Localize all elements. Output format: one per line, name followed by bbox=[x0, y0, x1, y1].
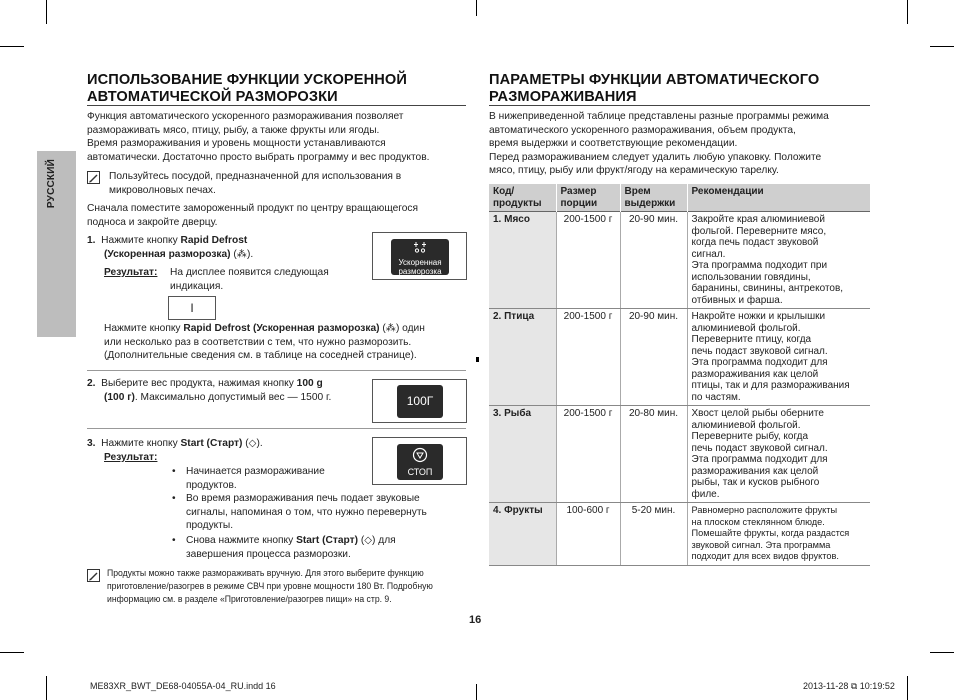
button-name: Start (Старт) bbox=[180, 438, 243, 449]
recommendation-line: отбивных и фарша. bbox=[691, 294, 783, 306]
intro-line: Функция автоматического ускоренного размораживания позволяет bbox=[87, 111, 404, 122]
step3 bbox=[87, 437, 372, 451]
recommendation-line: Хвост целой рыбы оберните bbox=[691, 408, 824, 419]
note-line: информацию см. в разделе «Приготовление/разогрев пищи» на стр. 9. bbox=[107, 594, 392, 604]
note-line: Пользуйтесь посудой, предназначенной для использования в bbox=[109, 171, 402, 182]
intro-line: Время размораживания и уровень мощности устанавливаются bbox=[87, 138, 386, 150]
crop-mark bbox=[0, 652, 24, 653]
repeat-text: (⁂) один bbox=[379, 323, 425, 334]
step-number: 2. bbox=[87, 378, 96, 389]
table-row bbox=[489, 503, 870, 566]
step-text: (◇). bbox=[242, 438, 263, 449]
bullet-line: Снова нажмите кнопку bbox=[186, 535, 297, 546]
bullet-line: продуктов. bbox=[186, 479, 237, 491]
recommendation-line: баранины, свинины, антрекотов, bbox=[691, 283, 844, 294]
start-icon bbox=[412, 447, 428, 463]
bullet-text bbox=[186, 465, 466, 492]
screen-text: 100Г bbox=[406, 394, 434, 408]
intro-line: Перед размораживанием следует удалить любую упаковку. Положите bbox=[489, 151, 822, 163]
recommendation-line: Накройте ножки и крылышки bbox=[691, 311, 826, 322]
step1-repeat bbox=[104, 322, 470, 363]
intro-line: время выдержки и соответствующие рекомендации. bbox=[489, 138, 738, 150]
recommendation-line: птицы, так и для размораживания bbox=[691, 380, 850, 391]
recommendation-line: размораживания как целой bbox=[691, 465, 819, 477]
recommendation-line: Помешайте фрукты, когда раздастся bbox=[691, 528, 850, 538]
screen-text: Ускоренная bbox=[398, 257, 442, 267]
crop-mark bbox=[46, 0, 47, 24]
result-label: Результат: bbox=[104, 452, 158, 463]
recommendation-line: печь подаст звуковой сигнал. bbox=[691, 345, 828, 357]
bullet-line: Во время размораживания печь подает звуковые bbox=[186, 493, 420, 504]
intro-line: мясо, птицу, рыбу или фрукт/ягоду на керамическую тарелку. bbox=[489, 165, 779, 177]
recommendation-line: Переверните птицу, когда bbox=[691, 334, 812, 345]
cell-code: 4. Фрукты bbox=[489, 503, 556, 566]
recommendation-line: сигнал. bbox=[691, 248, 726, 260]
left-section-title bbox=[87, 72, 467, 105]
cell-code: 3. Рыба bbox=[489, 406, 556, 503]
cell-time: 20-90 мин. bbox=[620, 309, 687, 406]
intro-line: автоматически. Достаточно просто выбрать программу и вес продуктов. bbox=[87, 151, 430, 163]
placement-text bbox=[87, 202, 472, 229]
placement-line: Сначала поместите замороженный продукт по центру вращающегося bbox=[87, 203, 419, 214]
recommendation-line: на плоском стеклянном блюде. bbox=[691, 516, 825, 527]
recommendation-line: Эта программа подходит для bbox=[691, 357, 828, 368]
crop-mark bbox=[476, 0, 477, 16]
repeat-line: (Дополнительные сведения см. в таблице на соседней странице). bbox=[104, 350, 417, 362]
recommendation-line: алюминиевой фольгой. bbox=[691, 419, 801, 431]
table-header-row bbox=[489, 184, 870, 212]
note-icon bbox=[87, 569, 100, 582]
placement-line: подноса и закройте дверцу. bbox=[87, 216, 218, 228]
step-text: Нажмите кнопку bbox=[101, 438, 181, 449]
bullet: • bbox=[172, 466, 176, 477]
step-divider bbox=[87, 370, 466, 371]
cell-time: 20-80 мин. bbox=[620, 406, 687, 503]
weight-screen bbox=[397, 385, 443, 418]
language-tab-label: РУССКИЙ bbox=[46, 159, 57, 209]
header-recommendations: Рекомендации bbox=[687, 184, 870, 212]
cell-recommendation bbox=[687, 406, 870, 503]
bullet-line: (◇) для bbox=[357, 535, 396, 546]
footer-date: 2013-11-28 ⧉ 10:19:52 bbox=[803, 681, 895, 691]
note2 bbox=[107, 567, 451, 606]
step-text: (⁂). bbox=[230, 248, 254, 260]
step1 bbox=[87, 234, 367, 261]
step-number: 3. bbox=[87, 438, 96, 449]
step-number: 1. bbox=[87, 235, 96, 246]
footer-file: ME83XR_BWT_DE68-04055A-04_RU.indd 16 bbox=[90, 681, 276, 691]
cell-size: 200-1500 г bbox=[556, 212, 620, 309]
cell-recommendation bbox=[687, 503, 870, 566]
recommendation-line: подходит для всех видов фруктов. bbox=[691, 551, 839, 561]
bullet-line: завершения процесса разморозки. bbox=[186, 548, 351, 560]
result-label: Результат: bbox=[104, 267, 158, 278]
recommendation-line: по частям. bbox=[691, 391, 741, 403]
screen-text: разморозка bbox=[398, 266, 442, 276]
rapid-defrost-screen bbox=[391, 239, 449, 275]
page-number: 16 bbox=[469, 614, 482, 626]
recommendation-line: Закройте края алюминиевой bbox=[691, 214, 825, 225]
table-row bbox=[489, 406, 870, 503]
button-name: Rapid Defrost bbox=[180, 235, 248, 246]
note-line: микроволновых печах. bbox=[109, 184, 216, 196]
recommendation-line: использовании говядины, bbox=[691, 271, 811, 283]
header-time: Врем выдержки bbox=[620, 184, 687, 212]
display-value: I bbox=[190, 301, 194, 315]
note-line: Продукты можно также размораживать вручную. Для этого выберите функцию bbox=[107, 568, 424, 578]
bullet: • bbox=[172, 493, 176, 504]
crop-mark bbox=[476, 684, 477, 700]
crop-mark bbox=[930, 46, 954, 47]
recommendation-line: алюминиевой фольгой. bbox=[691, 322, 801, 334]
recommendation-line: печь подаст звуковой сигнал. bbox=[691, 442, 828, 454]
recommendation-line: рыбы, так и кусков рыбного bbox=[691, 477, 820, 488]
crop-mark bbox=[46, 676, 47, 700]
intro-line: автоматического ускоренного размораживания, объем продукта, bbox=[489, 124, 796, 136]
screen-text: СТОП bbox=[407, 466, 433, 477]
recommendation-line: Эта программа подходит при bbox=[691, 260, 828, 271]
recommendation-line: филе. bbox=[691, 488, 720, 500]
cell-size: 100-600 г bbox=[556, 503, 620, 566]
repeat-text: Нажмите кнопку bbox=[104, 323, 184, 334]
left-title-rule bbox=[87, 105, 466, 106]
crop-mark bbox=[0, 46, 24, 47]
bullet-line: сигналы, напоминая о том, что нужно перевернуть bbox=[186, 506, 427, 518]
right-title-line2: РАЗМОРАЖИВАНИЯ bbox=[489, 88, 637, 105]
bullet-text bbox=[186, 492, 471, 533]
right-title-line1: ПАРАМЕТРЫ ФУНКЦИИ АВТОМАТИЧЕСКОГО bbox=[489, 72, 820, 88]
button-name: 100 g bbox=[296, 378, 323, 389]
button-name: Start (Старт) bbox=[296, 535, 358, 546]
cell-time: 20-90 мин. bbox=[620, 212, 687, 309]
recommendation-line: звуковой сигнал. Эта программа bbox=[691, 539, 831, 550]
left-intro bbox=[87, 110, 472, 164]
crop-mark bbox=[907, 0, 908, 24]
right-title-rule bbox=[489, 105, 870, 106]
note1 bbox=[109, 170, 469, 197]
recommendation-line: Переверните рыбу, когда bbox=[691, 431, 809, 442]
recommendation-line: Эта программа подходит для bbox=[691, 454, 828, 465]
note-line: приготовление/разогрев в режиме СВЧ при уровне мощности 180 Вт. Подробную bbox=[107, 581, 433, 591]
cell-recommendation bbox=[687, 212, 870, 309]
button-name: (100 г) bbox=[104, 391, 135, 403]
table-row bbox=[489, 212, 870, 309]
cell-code: 1. Мясо bbox=[489, 212, 556, 309]
step-text: . Максимально допустимый вес — 1500 г. bbox=[134, 391, 332, 403]
step2 bbox=[87, 377, 372, 404]
cell-time: 5-20 мин. bbox=[620, 503, 687, 566]
note-icon bbox=[87, 171, 100, 184]
bullet: • bbox=[172, 535, 176, 546]
defrost-table bbox=[489, 184, 870, 566]
step-divider bbox=[87, 428, 466, 429]
right-intro bbox=[489, 110, 879, 178]
recommendation-line: размораживания как целой bbox=[691, 368, 819, 380]
intro-line: В нижеприведенной таблице представлены разные программы режима bbox=[489, 111, 829, 122]
bullet-line: Начинается размораживание bbox=[186, 466, 325, 477]
left-title-line1: ИСПОЛЬЗОВАНИЕ ФУНКЦИИ УСКОРЕННОЙ bbox=[87, 72, 407, 88]
bullet-line: продукты. bbox=[186, 520, 234, 532]
table-row bbox=[489, 309, 870, 406]
cell-size: 200-1500 г bbox=[556, 309, 620, 406]
button-name: Rapid Defrost (Ускоренная разморозка) bbox=[183, 323, 380, 334]
weight-display bbox=[372, 379, 467, 423]
recommendation-line: фольгой. Переверните мясо, bbox=[691, 225, 827, 237]
right-section-title bbox=[489, 72, 879, 105]
language-tab bbox=[37, 151, 76, 337]
step-text: Выберите вес продукта, нажимая кнопку bbox=[101, 378, 297, 389]
left-title-line2: АВТОМАТИЧЕСКОЙ РАЗМОРОЗКИ bbox=[87, 88, 338, 105]
cell-code: 2. Птица bbox=[489, 309, 556, 406]
cell-size: 200-1500 г bbox=[556, 406, 620, 503]
step1-result bbox=[170, 266, 370, 293]
recommendation-line: когда печь подаст звуковой bbox=[691, 237, 819, 248]
intro-line: размораживать мясо, птицу, рыбу, а также фрукты или ягоды. bbox=[87, 124, 380, 136]
button-name: (Ускоренная разморозка) bbox=[104, 248, 231, 260]
header-code: Код/ продукты bbox=[489, 184, 556, 212]
bullet-text bbox=[186, 534, 471, 561]
crop-mark bbox=[907, 676, 908, 700]
result-line: индикация. bbox=[170, 280, 224, 292]
repeat-line: или несколько раз в соответствии с тем, что нужно разморозить. bbox=[104, 336, 412, 348]
defrost-icon bbox=[413, 241, 427, 253]
crop-mark bbox=[476, 357, 479, 362]
result-line: На дисплее появится следующая bbox=[170, 267, 329, 278]
rapid-defrost-display bbox=[372, 232, 467, 280]
header-size: Размер порции bbox=[556, 184, 620, 212]
crop-mark bbox=[930, 652, 954, 653]
step-text: Нажмите кнопку bbox=[101, 235, 181, 246]
display-indicator bbox=[168, 296, 216, 320]
cell-recommendation bbox=[687, 309, 870, 406]
recommendation-line: Равномерно расположите фрукты bbox=[691, 505, 838, 515]
